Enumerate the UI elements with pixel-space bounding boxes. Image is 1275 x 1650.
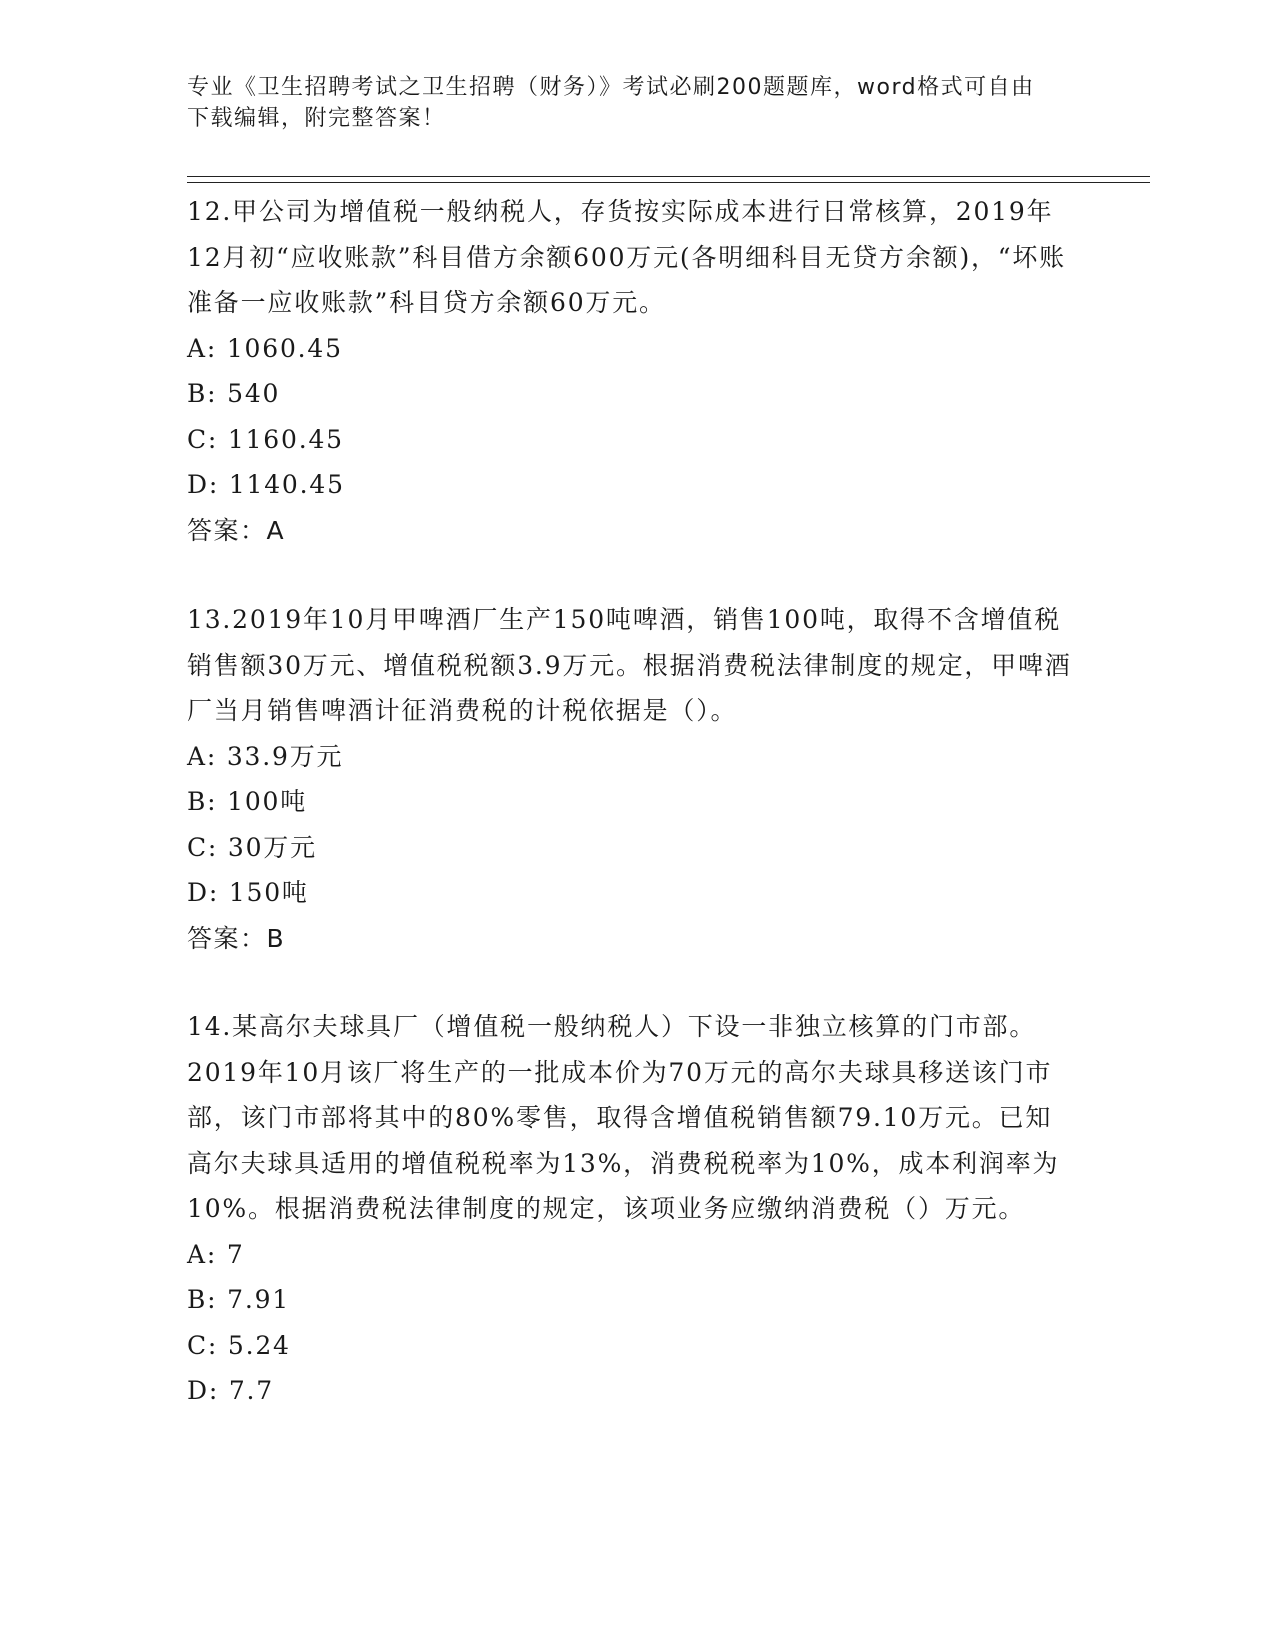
option-a: A: 33.9万元 [187,741,344,771]
header-divider-bottom [187,182,1150,183]
option-b: B: 100吨 [187,787,308,816]
question-stem: 13.2019年10月甲啤酒厂生产150吨啤酒，销售100吨，取得不含增值税销售额30万元、增值税税额3.9万元。根据消费税法律制度的规定，甲啤酒厂当月销售啤酒计征消费税的计税依据是（）。 [187,605,1072,725]
question-stem: 12.甲公司为增值税一般纳税人，存货按实际成本进行日常核算，2019年12月初“应收账款”科目借方余额600万元(各明细科目无贷方余额)，“坏账准备一应收账款”科目贷方余额60万元。 [187,197,1066,317]
answer-line: 答案：A [187,515,286,545]
question-12 [187,189,1077,553]
question-stem: 14.某高尔夫球具厂（增值税一般纳税人）下设一非独立核算的门市部。2019年10月该厂将生产的一批成本价为70万元的高尔夫球具移送该门市部，该门市部将其中的80%零售，取得含增值税销售额79.10万元。已知高尔夫球具适用的增值税税率为13%，消费税税率为10%，成本利润率为10%。根据消费税法律制度的规定，该项业务应缴纳消费税（）万元。 [187,1012,1060,1223]
option-d: D: 1140.45 [187,470,345,499]
option-a: A: 7 [187,1239,245,1269]
option-b: B: 540 [187,379,281,408]
option-c: C: 30万元 [187,832,317,862]
option-d: D: 7.7 [187,1376,274,1405]
option-c: C: 1160.45 [187,424,344,454]
answer-line: 答案：B [187,923,286,953]
question-14 [187,1004,1077,1414]
option-a: A: 1060.45 [187,333,343,363]
header-divider-top [187,176,1150,177]
option-b: B: 7.91 [187,1285,291,1314]
option-d: D: 150吨 [187,878,309,907]
option-c: C: 5.24 [187,1330,291,1360]
document-header: 专业《卫生招聘考试之卫生招聘（财务）》考试必刷200题题库，word格式可自由下载编辑，附完整答案！ [187,75,1035,131]
question-13 [187,597,1077,961]
